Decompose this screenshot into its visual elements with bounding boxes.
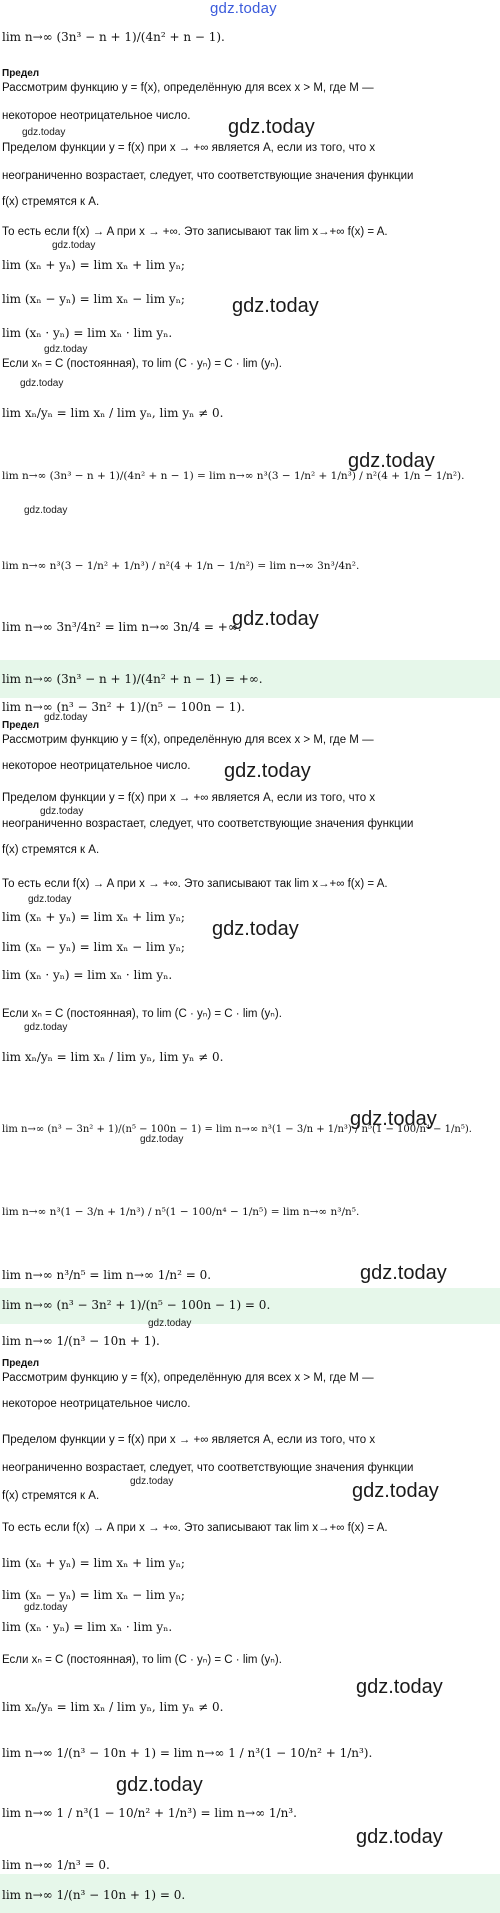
watermark: gdz.today — [22, 127, 66, 138]
watermark: gdz.today — [232, 608, 319, 630]
rule-product: lim (xₙ · yₙ) = lim xₙ · lim yₙ. — [2, 968, 173, 982]
watermark: gdz.today — [52, 240, 96, 251]
watermark: gdz.today — [24, 1602, 68, 1613]
watermark: gdz.today — [44, 344, 88, 355]
watermark: gdz.today — [356, 1676, 443, 1698]
solution-step-1: lim n→∞ (3n³ − n + 1)/(4n² + n − 1) = lim n→∞ n³(3 − 1/n² + 1/n³) / n²(4 + 1/n − 1/n²). — [2, 470, 465, 482]
solution-step-3: lim n→∞ 1/n³ = 0. — [2, 1858, 110, 1872]
problem-statement: lim n→∞ (3n³ − n + 1)/(4n² + n − 1). — [2, 30, 225, 44]
definition-line-2: некоторое неотрицательное число. — [2, 1398, 191, 1410]
rule-quotient: lim xₙ/yₙ = lim xₙ / lim yₙ, lim yₙ ≠ 0. — [2, 1050, 224, 1064]
rule-sum: lim (xₙ + yₙ) = lim xₙ + lim yₙ; — [2, 258, 185, 272]
rule-quotient: lim xₙ/yₙ = lim xₙ / lim yₙ, lim yₙ ≠ 0. — [2, 406, 224, 420]
watermark: gdz.today — [356, 1826, 443, 1848]
solution-step-1: lim n→∞ (n³ − 3n² + 1)/(n⁵ − 100n − 1) = lim n→∞ n³(1 − 3/n + 1/n³) / n⁵(1 − 100/n⁴ − 1/n⁵). — [2, 1124, 472, 1135]
rule-constant: Если xₙ = C (постоянная), то lim (C · yₙ) = C · lim (yₙ). — [2, 1008, 282, 1020]
rule-product: lim (xₙ · yₙ) = lim xₙ · lim yₙ. — [2, 1620, 173, 1634]
limit-notation: То есть если f(x) → A при x → +∞. Это записывают так lim x→+∞ f(x) = A. — [2, 1522, 388, 1534]
watermark: gdz.today — [232, 295, 319, 317]
watermark: gdz.today — [24, 505, 68, 516]
rule-constant: Если xₙ = C (постоянная), то lim (C · yₙ) = C · lim (yₙ). — [2, 358, 282, 370]
problem-statement: lim n→∞ (n³ − 3n² + 1)/(n⁵ − 100n − 1). — [2, 700, 245, 714]
definition-line-2: некоторое неотрицательное число. — [2, 760, 191, 772]
watermark: gdz.today — [348, 450, 435, 472]
watermark: gdz.today — [20, 378, 64, 389]
definition-line-2: некоторое неотрицательное число. — [2, 110, 191, 122]
answer: lim n→∞ (3n³ − n + 1)/(4n² + n − 1) = +∞. — [2, 672, 263, 686]
answer: lim n→∞ (n³ − 3n² + 1)/(n⁵ − 100n − 1) = 0. — [2, 1298, 271, 1312]
rule-difference: lim (xₙ − yₙ) = lim xₙ − lim yₙ; — [2, 292, 185, 306]
limit-definition-line-3: f(x) стремятся к A. — [2, 844, 100, 856]
solution-step-2: lim n→∞ 1 / n³(1 − 10/n² + 1/n³) = lim n→∞ 1/n³. — [2, 1806, 297, 1820]
section-heading: Предел — [2, 68, 40, 79]
section-heading: Предел — [2, 1358, 40, 1369]
limit-notation: То есть если f(x) → A при x → +∞. Это записывают так lim x→+∞ f(x) = A. — [2, 878, 388, 890]
limit-definition-line-1: Пределом функции y = f(x) при x → +∞ является A, если из того, что x — [2, 1434, 376, 1446]
rule-difference: lim (xₙ − yₙ) = lim xₙ − lim yₙ; — [2, 940, 185, 954]
problem-statement: lim n→∞ 1/(n³ − 10n + 1). — [2, 1334, 160, 1348]
limit-definition-line-1: Пределом функции y = f(x) при x → +∞ является A, если из того, что x — [2, 142, 376, 154]
solution-step-3: lim n→∞ n³/n⁵ = lim n→∞ 1/n² = 0. — [2, 1268, 212, 1282]
solution-step-2: lim n→∞ n³(1 − 3/n + 1/n³) / n⁵(1 − 100/n⁴ − 1/n⁵) = lim n→∞ n³/n⁵. — [2, 1206, 360, 1218]
watermark: gdz.today — [148, 1318, 192, 1329]
watermark: gdz.today — [228, 116, 315, 138]
section-heading: Предел — [2, 720, 40, 731]
watermark: gdz.today — [140, 1134, 184, 1145]
solution-step-1: lim n→∞ 1/(n³ − 10n + 1) = lim n→∞ 1 / n³(1 − 10/n² + 1/n³). — [2, 1746, 373, 1760]
watermark: gdz.today — [224, 760, 311, 782]
rule-product: lim (xₙ · yₙ) = lim xₙ · lim yₙ. — [2, 326, 173, 340]
watermark: gdz.today — [24, 1022, 68, 1033]
limit-definition-line-2: неограниченно возрастает, следует, что соответствующие значения функции — [2, 170, 414, 182]
definition-line-1: Рассмотрим функцию y = f(x), определённую для всех x > M, где M — — [2, 1372, 374, 1384]
limit-definition-line-3: f(x) стремятся к A. — [2, 1490, 100, 1502]
watermark: gdz.today — [350, 1108, 437, 1130]
limit-definition-line-2: неограниченно возрастает, следует, что соответствующие значения функции — [2, 1462, 414, 1474]
solution-step-3: lim n→∞ 3n³/4n² = lim n→∞ 3n/4 = +∞. — [2, 620, 242, 634]
rule-constant: Если xₙ = C (постоянная), то lim (C · yₙ) = C · lim (yₙ). — [2, 1654, 282, 1666]
answer: lim n→∞ 1/(n³ − 10n + 1) = 0. — [2, 1888, 186, 1902]
definition-line-1: Рассмотрим функцию y = f(x), определённую для всех x > M, где M — — [2, 734, 374, 746]
watermark: gdz.today — [28, 894, 72, 905]
limit-definition-line-3: f(x) стремятся к A. — [2, 196, 100, 208]
rule-difference: lim (xₙ − yₙ) = lim xₙ − lim yₙ; — [2, 1588, 185, 1602]
definition-line-1: Рассмотрим функцию y = f(x), определённую для всех x > M, где M — — [2, 82, 374, 94]
watermark: gdz.today — [44, 712, 88, 723]
limit-definition-line-1: Пределом функции y = f(x) при x → +∞ является A, если из того, что x — [2, 792, 376, 804]
watermark: gdz.today — [352, 1480, 439, 1502]
limit-definition-line-2: неограниченно возрастает, следует, что соответствующие значения функции — [2, 818, 414, 830]
limit-notation: То есть если f(x) → A при x → +∞. Это записывают так lim x→+∞ f(x) = A. — [2, 226, 388, 238]
rule-quotient: lim xₙ/yₙ = lim xₙ / lim yₙ, lim yₙ ≠ 0. — [2, 1700, 224, 1714]
rule-sum: lim (xₙ + yₙ) = lim xₙ + lim yₙ; — [2, 910, 185, 924]
watermark: gdz.today — [360, 1262, 447, 1284]
watermark: gdz.today — [212, 918, 299, 940]
watermark: gdz.today — [116, 1774, 203, 1796]
rule-sum: lim (xₙ + yₙ) = lim xₙ + lim yₙ; — [2, 1556, 185, 1570]
watermark: gdz.today — [40, 806, 84, 817]
solution-step-2: lim n→∞ n³(3 − 1/n² + 1/n³) / n²(4 + 1/n − 1/n²) = lim n→∞ 3n³/4n². — [2, 560, 360, 572]
watermark: gdz.today — [130, 1476, 174, 1487]
watermark-top: gdz.today — [210, 0, 277, 17]
